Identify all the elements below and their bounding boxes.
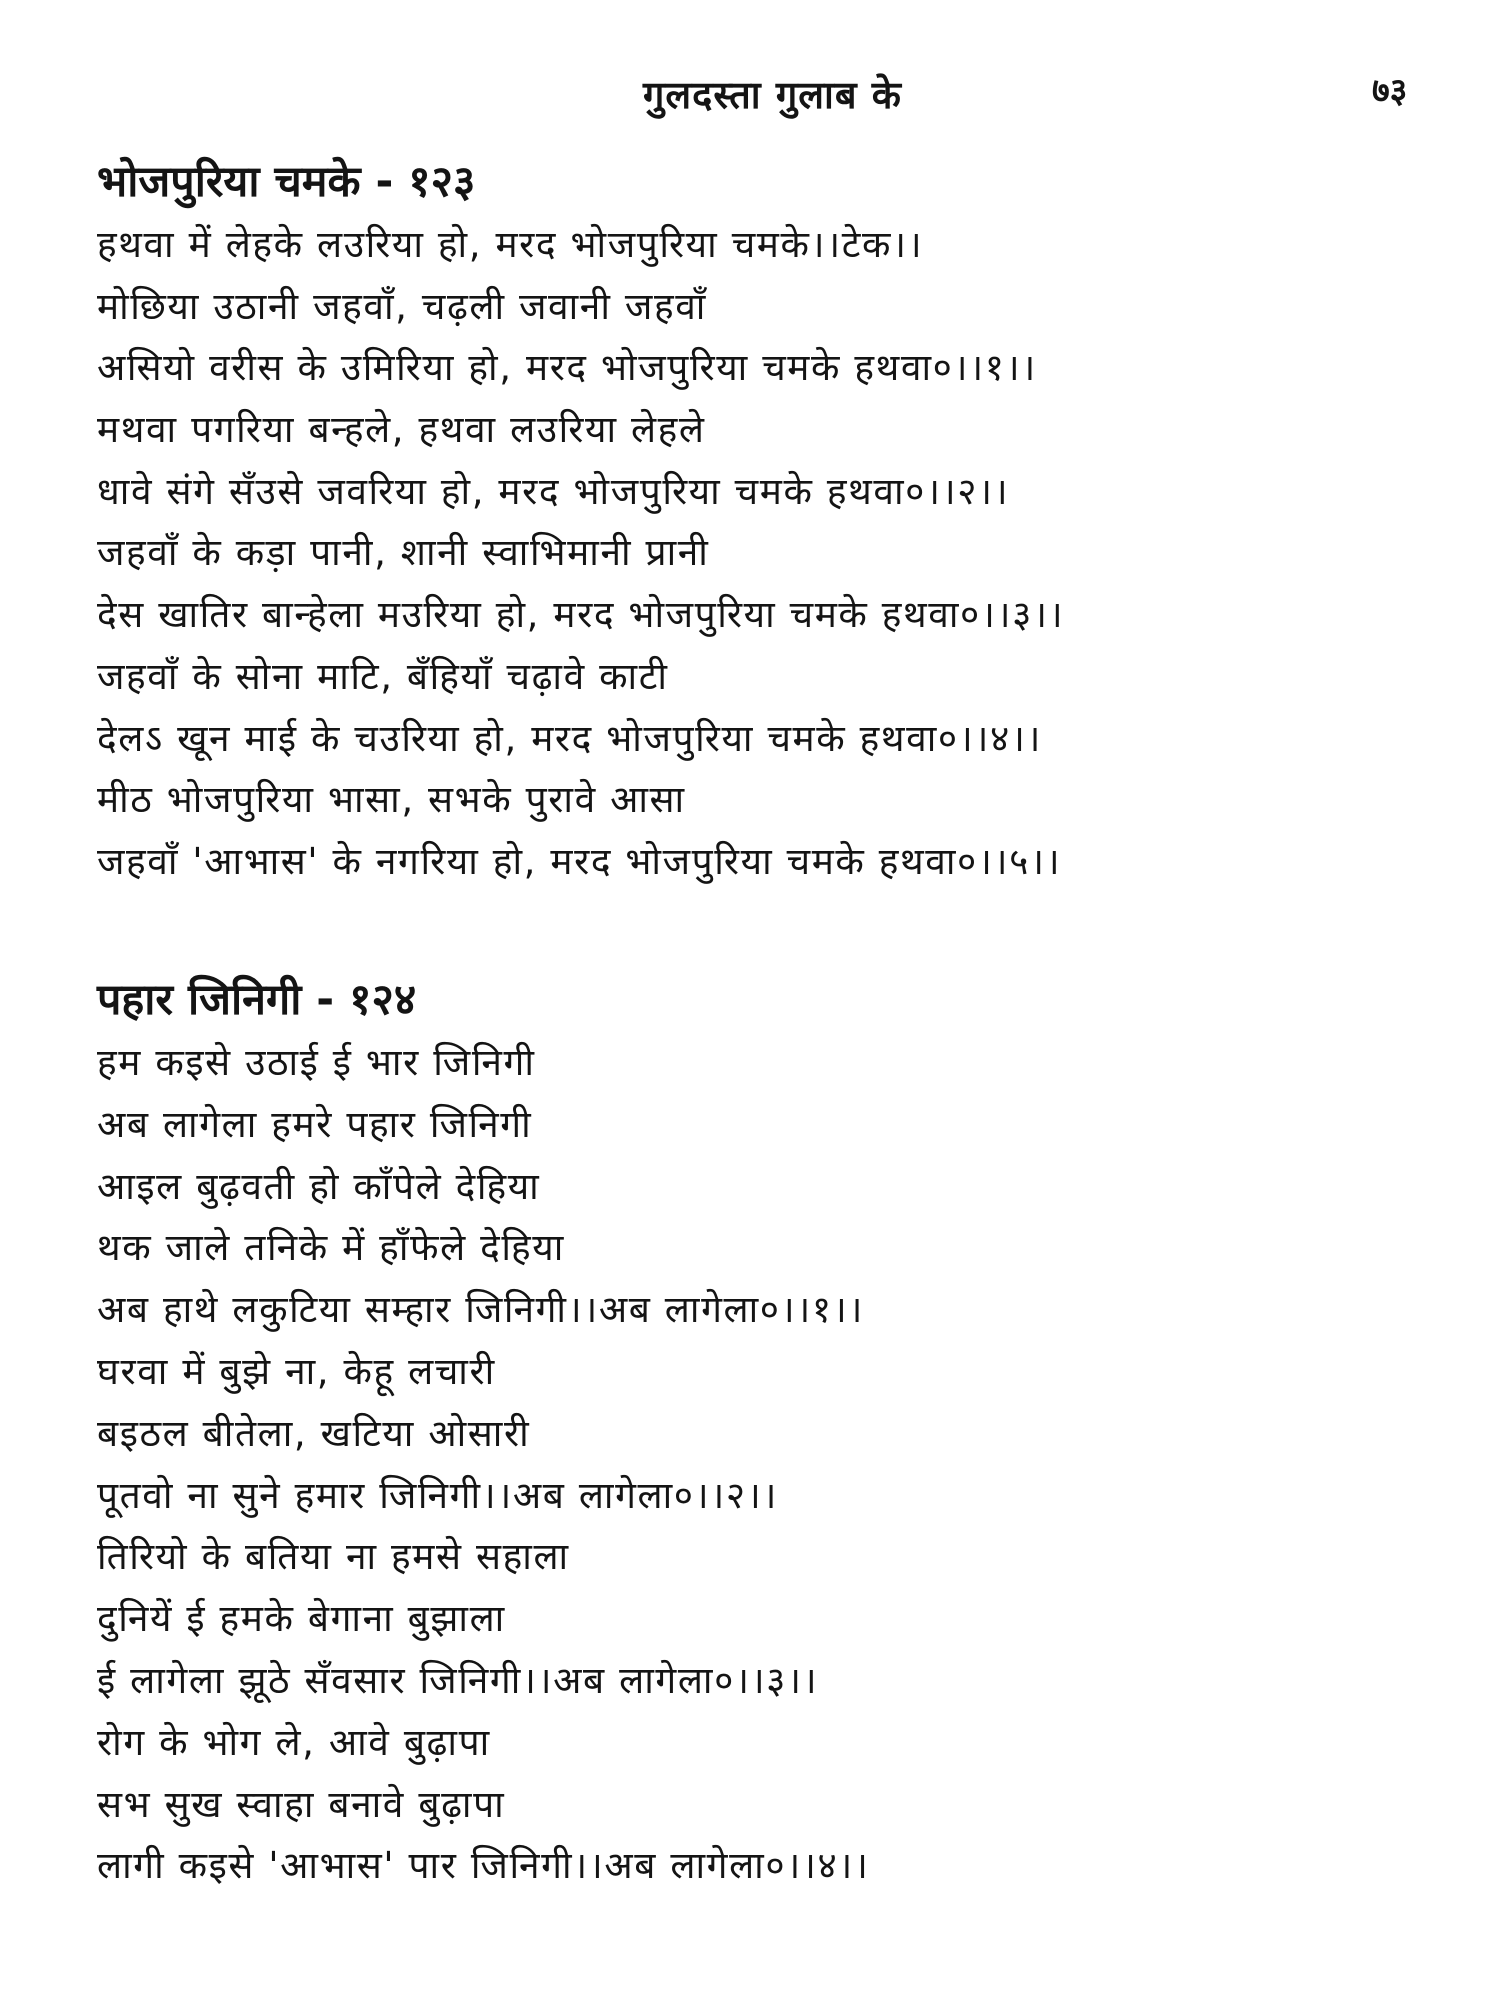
verse-line: देस खातिर बान्हेला मउरिया हो, मरद भोजपुरिया चमके हथवा०।।३।। <box>97 593 1065 637</box>
verse-line: मीठ भोजपुरिया भासा, सभके पुरावे आसा <box>97 778 686 822</box>
verse-line: देलऽ खून माई के चउरिया हो, मरद भोजपुरिया चमके हथवा०।।४।। <box>97 716 1043 760</box>
verse-line: दुनियें ई हमके बेगाना बुझाला <box>97 1597 506 1641</box>
verse-line: असियो वरीस के उमिरिया हो, मरद भोजपुरिया चमके हथवा०।।१।। <box>97 346 1037 390</box>
verse-line: अब लागेला हमरे पहार जिनिगी <box>97 1102 533 1146</box>
page-number: ७३ <box>1372 71 1408 111</box>
verse-line: धावे संगे सँउसे जवरिया हो, मरद भोजपुरिया चमके हथवा०।।२।। <box>97 469 1010 513</box>
song-heading: भोजपुरिया चमके - १२३ <box>97 157 476 207</box>
running-title: गुलदस्ता गुलाब के <box>643 73 902 117</box>
verse-line: लागी कइसे 'आभास' पार जिनिगी।।अब लागेला०।।४।। <box>97 1844 870 1888</box>
verse-line: पूतवो ना सुने हमार जिनिगी।।अब लागेला०।।२।। <box>97 1473 778 1517</box>
verse-line: हथवा में लेहके लउरिया हो, मरद भोजपुरिया चमके।।टेक।। <box>97 223 924 266</box>
verse-line: जहवाँ 'आभास' के नगरिया हो, मरद भोजपुरिया चमके हथवा०।।५।। <box>97 839 1062 883</box>
verse-line: हम कइसे उठाई ई भार जिनिगी <box>97 1041 536 1084</box>
verse-line: मोछिया उठानी जहवाँ, चढ़ली जवानी जहवाँ <box>97 284 707 328</box>
verse-line: रोग के भोग ले, आवे बुढ़ापा <box>97 1720 491 1764</box>
song-pahar-jinigi <box>97 968 870 1897</box>
verse-lines <box>97 214 1064 893</box>
verse-lines <box>97 1032 870 1897</box>
verse-line: मथवा पगरिया बन्हले, हथवा लउरिया लेहले <box>97 408 706 452</box>
verse-line: अब हाथे लकुटिया सम्हार जिनिगी।।अब लागेला०।।१।। <box>97 1288 864 1332</box>
verse-line: थक जाले तनिके में हाँफेले देहिया <box>97 1226 565 1270</box>
verse-line: सभ सुख स्वाहा बनावे बुढ़ापा <box>97 1782 506 1826</box>
song-heading: पहार जिनिगी - १२४ <box>97 975 417 1025</box>
verse-line: तिरियो के बतिया ना हमसे सहाला <box>97 1535 570 1579</box>
verse-line: घरवा में बुझे ना, केहू लचारी <box>97 1349 496 1393</box>
verse-line: जहवाँ के कड़ा पानी, शानी स्वाभिमानी प्रानी <box>97 531 710 575</box>
verse-line: बइठल बीतेला, खटिया ओसारी <box>97 1411 531 1455</box>
verse-line: आइल बुढ़वती हो काँपेले देहिया <box>97 1164 541 1208</box>
song-bhojpuriya-chamke <box>97 150 1064 893</box>
verse-line: जहवाँ के सोना माटि, बँहियाँ चढ़ावे काटी <box>97 654 669 698</box>
verse-line: ई लागेला झूठे सँवसार जिनिगी।।अब लागेला०।।३।। <box>97 1658 819 1702</box>
